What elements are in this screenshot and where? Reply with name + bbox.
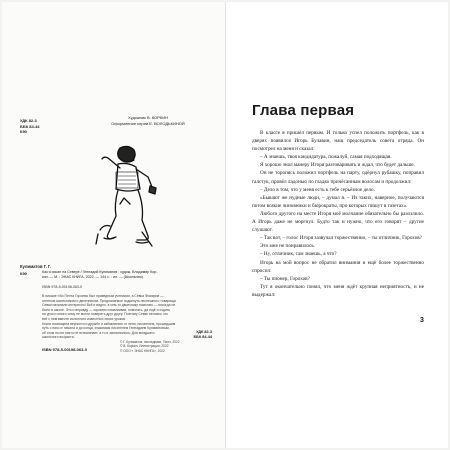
paragraph: – Ты пионер, Горохов? [260, 275, 310, 282]
boy-running-illustration [90, 142, 162, 257]
copyright-line: © Г. Кулиматов, наследники, Текст, 2022 [120, 340, 180, 344]
paragraph: – Так вот, – голос Игоря зазвучал торжественно, – ты отличник, Горохов? [260, 235, 423, 242]
bbk-line: ББК 84-44 [193, 335, 212, 339]
bib-line: кин. — М. : ЭНАС КНИГА, 2022. — 144 с. : ил. — (Школьная). [42, 275, 144, 279]
author-name: Кулиматов Г. Г. [20, 264, 51, 269]
copyright-line: © В. Коркин, Иллюстрации, 2022 [120, 344, 169, 349]
udc-line: УДК 82-3 [196, 330, 212, 334]
annotation-line: на урок и много чему не могли поверить друг другу. Поэтому Севке неловко что [42, 312, 168, 317]
paragraph: «Бывают же нудные люди, – думал я. – Из таких, наверное, получаются потом всякие чиновники и бюрократы, про которых пишут в газетах». [252, 194, 424, 209]
chapter-body [252, 129, 424, 299]
paragraph: Игорь на мой вопрос не обратил внимания и ещё более торжественно спросил: [252, 259, 424, 274]
right-page [226, 2, 448, 448]
bbk-line: ББК 84-44 [20, 123, 40, 129]
annotation-line: Книга посвящена верности и дружбе и избавлению от лени, писателем, прошедшим [42, 321, 176, 326]
annotation-line: путь с ним от начала и до конца, знакомым писателем Геннадием Кулиматовым, [42, 326, 170, 331]
udc-block-bottom [178, 330, 212, 340]
isbn-top: ISBN 978-5-00198-063-0 [42, 285, 83, 289]
paragraph: Это мне не понравилось. [260, 243, 316, 250]
isbn-bottom: ISBN 978-5-00198-063-0 [42, 347, 87, 352]
annotation-line: об этом почти никто не вспоминает, а то и запомнилось. Для младшего [42, 330, 155, 335]
paragraph: Он не торопясь положил портфель на парту, одёрнул рубашку, поправил галстук, провёл ладонью по гладко причёсанным волосам и продолжил: [252, 170, 424, 185]
bibliographic-record [42, 270, 212, 280]
bib-line: Как я искал на Севере / Геннадий Кулиматов ; худож. Владимир Кор- [42, 270, 158, 274]
copyrights [120, 340, 210, 353]
udc-block [20, 118, 40, 135]
paragraph: В классе я пришёл первым. И только успел положить портфель, как в дверях появился Игорь Булавин, наш председатель совета отряда. Он посмотрел на меня и сказал: [252, 130, 424, 153]
udc-line: УДК 82-3 [20, 118, 37, 123]
paragraph: – Дело в том, что у меня есть к тебе серьёзное дело. [260, 186, 375, 193]
paragraph: – А знаешь, твоя кандидатура, пожалуй, самая подходящая. [260, 154, 392, 161]
annotation-line: было в школе. Это и вправду — скромно помалкивая, помогать, да ещё и ходить [42, 307, 171, 312]
paragraph: Тут я окончательно понял, что меня ждёт крупная неприятность, и не выдержал: [252, 283, 424, 298]
copyright-line: © ООО « ЭНАС КНИГА», 2022 [120, 348, 165, 353]
paragraph: Любого другого на месте Игоря моё молчание обязательно бы разозлило. А Игорь даже не моргнул. Будто так и нужно, что его говорят – другие слушают. [252, 210, 424, 234]
paragraph: – Ну, отличник, сам знаешь, а что? [260, 251, 337, 258]
k90-mark: К90 [20, 271, 27, 276]
annotation-line: всё с ним вместе исполнять известных своих уроков. [42, 316, 126, 321]
annotation-line: В письме «Во Пента Гороева был праведным учеником, а Севка Фомиров — [42, 294, 164, 298]
annotation-line: школьного возраста. [42, 335, 75, 340]
annotation-line: Севки начинали интересно! Всё и видно, в чем-то двоечнику помогать — никогда не [42, 303, 176, 308]
paragraph: Я хорошо знал манеру Игоря разговаривать и ждал, что будет дальше. [260, 162, 415, 169]
book-spread [2, 2, 448, 448]
k90-line: К90 [20, 129, 27, 134]
left-page [2, 2, 226, 448]
illustrator-credit: Художник В. КОРКИН [128, 115, 168, 120]
chapter-title: Глава первая [252, 102, 355, 119]
credits [88, 115, 208, 127]
annotation-line: отпетым школьником и двоечником. Предлагаемое подкинуть неспешного товарища [42, 298, 176, 303]
page-number: 3 [420, 317, 424, 324]
series-design-credit: Оформление серии Е. ВОЛОДЬКИНОЙ [111, 121, 185, 126]
